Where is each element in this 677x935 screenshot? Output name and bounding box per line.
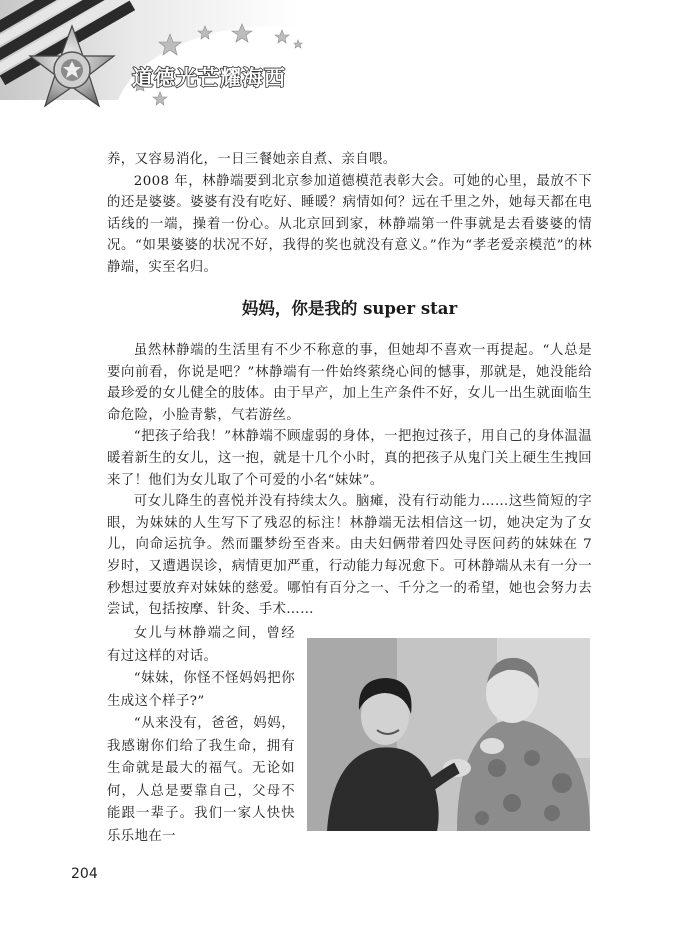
paragraph: 可女儿降生的喜悦并没有持续太久。脑瘫，没有行动能力……这些简短的字眼，为妹妹的人生写下了残忍的标注！林静端无法相信这一切，她决定为了女儿，向命运抗争。然而噩梦纷至沓来。由夫妇俩带着四处寻医问药的妹妹在 7 岁时，又遭遇误诊，病情更加严重，行动能力每况愈下。可林静端从未有一分一秒想过要放弃对妹妹的慈爱。哪怕有百分之一、千分之一的希望，她也会努力去尝试，包括按摩、针灸、手术……	[107, 494, 592, 618]
paragraph: “从来没有，爸爸，妈妈，我感谢你们给了我生命，拥有生命就是最大的福气。无论如何，人总是要靠自己，父母不能跟一辈子。我们一家人快快乐乐地在一	[107, 716, 295, 844]
paragraph: 女儿与林静端之间，曾经有过这样的对话。	[107, 626, 295, 664]
medal-badge-icon	[0, 0, 677, 112]
paragraph: “妹妹，你怪不怪妈妈把你生成这个样子?”	[107, 671, 295, 709]
page-header	[0, 0, 677, 112]
body-text-main	[107, 340, 592, 621]
photo	[307, 638, 590, 831]
series-title: 道德光芒耀海西	[132, 66, 286, 90]
section-heading: 妈妈，你是我的 super star	[241, 299, 458, 318]
body-text-narrow	[107, 623, 295, 848]
photo-two-women-icon	[307, 638, 590, 831]
paragraph: 2008 年，林静端要到北京参加道德模范表彰大会。可她的心里，最放不下的还是婆婆。婆婆有没有吃好、睡暖？病情如何？远在千里之外，她每天都在电话线的一端，操着一份心。从北京回到家，林静端第一件事就是去看婆婆的情况。“如果婆婆的状况不好，我得的奖也就没有意义。”作为“孝老爱亲模范”的林静端，实至名归。	[107, 173, 592, 275]
paragraph: 虽然林静端的生活里有不少不称意的事，但她却不喜欢一再提起。“人总是要向前看，你说是吧？”林静端有一件始终萦绕心间的憾事，那就是，她没能给最珍爱的女儿健全的肢体。由于早产，加上生产条件不好，女儿一出生就面临生命危险，小脸青紫，气若游丝。	[107, 343, 592, 423]
paragraph: “把孩子给我！”林静端不顾虚弱的身体，一把抱过孩子，用自己的身体温温暖着新生的女儿，这一抱，就是十几个小时，真的把孩子从鬼门关上硬生生拽回来了！他们为女儿取了个可爱的小名“妹妹”。	[107, 429, 592, 488]
page-number: 204	[71, 866, 98, 882]
paragraph: 养，又容易消化，一日三餐她亲自煮、亲自喂。	[107, 152, 397, 167]
body-text-top	[107, 149, 592, 279]
